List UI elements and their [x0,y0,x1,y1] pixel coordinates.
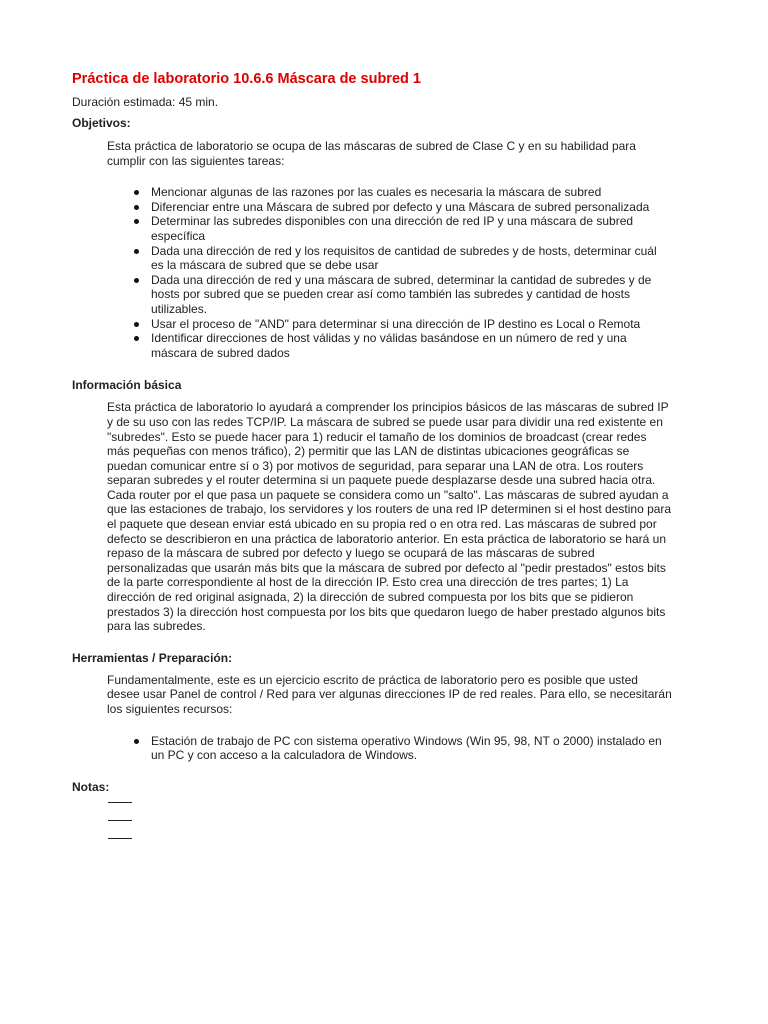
objectives-heading: Objetivos: [72,116,131,130]
bullet-icon [134,336,139,341]
list-item: Dada una dirección de red y una máscara de subred, determinar la cantidad de subredes y de hosts por subred que se pueden crear así como también las subredes y cantidad de hosts utilizables. [151,273,672,317]
tools-heading: Herramientas / Preparación: [72,650,233,665]
list-item: Estación de trabajo de PC con sistema operativo Windows (Win 95, 98, NT o 2000) instalado en un PC y con acceso a la calculadora de Windows. [151,734,672,763]
tools-intro: Fundamentalmente, este es un ejercicio escrito de práctica de laboratorio pero es posible que usted desee usar Panel de control / Red para ver algunas direcciones IP de red reales. Para ello, se necesitarán los siguientes recursos: [107,672,672,716]
list-item: Usar el proceso de "AND" para determinar si una dirección de IP destino es Local o Remota [151,317,672,332]
list-item: Dada una dirección de red y los requisitos de cantidad de subredes y de hosts, determinar cuál es la máscara de subred que se debe usar [151,244,672,273]
estimated-duration: Duración estimada: 45 min. [72,95,219,109]
bullet-icon [134,219,139,224]
list-item: Identificar direcciones de host válidas y no válidas basándose en un número de red y una máscara de subred dados [151,331,672,360]
bullet-icon [134,739,139,744]
note-line [108,802,132,803]
list-item: Mencionar algunas de las razones por las cuales es necesaria la máscara de subred [151,185,672,200]
tools-list [72,734,672,763]
note-line [108,838,132,839]
objectives-intro: Esta práctica de laboratorio se ocupa de las máscaras de subred de Clase C y en su habilidad para cumplir con las siguientes tareas: [107,139,636,168]
document-title: Práctica de laboratorio 10.6.6 Máscara de subred 1 [72,71,421,87]
bullet-icon [134,190,139,195]
bullet-icon [134,205,139,210]
bullet-icon [134,249,139,254]
objectives-list [72,185,672,360]
background-heading: Información básica [72,378,182,393]
note-line [108,820,132,821]
document-page [72,70,672,839]
background-text: Esta práctica de laboratorio lo ayudará a comprender los principios básicos de las máscaras de subred IP y de su uso con las redes TCP/IP. La máscara de subred se puede usar para dividir una red existente en "subredes". Esto se puede hacer para 1) reducir el tamaño de los dominios de broadcast (crear redes más pequeñas con menos tráfico), 2) permitir que las LAN de distintas ubicaciones geográficas se puedan comunicar entre sí o 3) por motivos de seguridad, para separar una LAN de otra. Los routers separan subredes y el router determina si un paquete puede desplazarse desde una subred hacia otra. Cada router por el que pasa un paquete se considera como un "salto". Las máscaras de subred ayudan a que las estaciones de trabajo, los servidores y los routers de una red IP determinen si el host destino para el paquete que desean enviar está ubicado en su propia red o en otra red. Las máscaras de subred por defecto se describieron en una práctica de laboratorio anterior. En esta práctica de laboratorio se hará un repaso de la máscara de subred por defecto y luego se ocupará de las máscaras de subred personalizadas que usarán más bits que la máscara de subred por defecto al "pedir prestados" estos bits de la parte correspondiente al host de la dirección IP. Esto crea una dirección de tres partes; 1) La dirección de red original asignada, 2) la dirección de subred compuesta por los bits que se pidieron prestados 3) la dirección host compuesta por los bits que quedaron luego de haber prestado algunos bits para las subredes. [107,400,672,634]
notes-heading: Notas: [72,779,110,794]
list-item: Diferenciar entre una Máscara de subred por defecto y una Máscara de subred personalizada [151,200,672,215]
bullet-icon [134,322,139,327]
list-item: Determinar las subredes disponibles con una dirección de red IP y una máscara de subred específica [151,214,672,243]
bullet-icon [134,278,139,283]
